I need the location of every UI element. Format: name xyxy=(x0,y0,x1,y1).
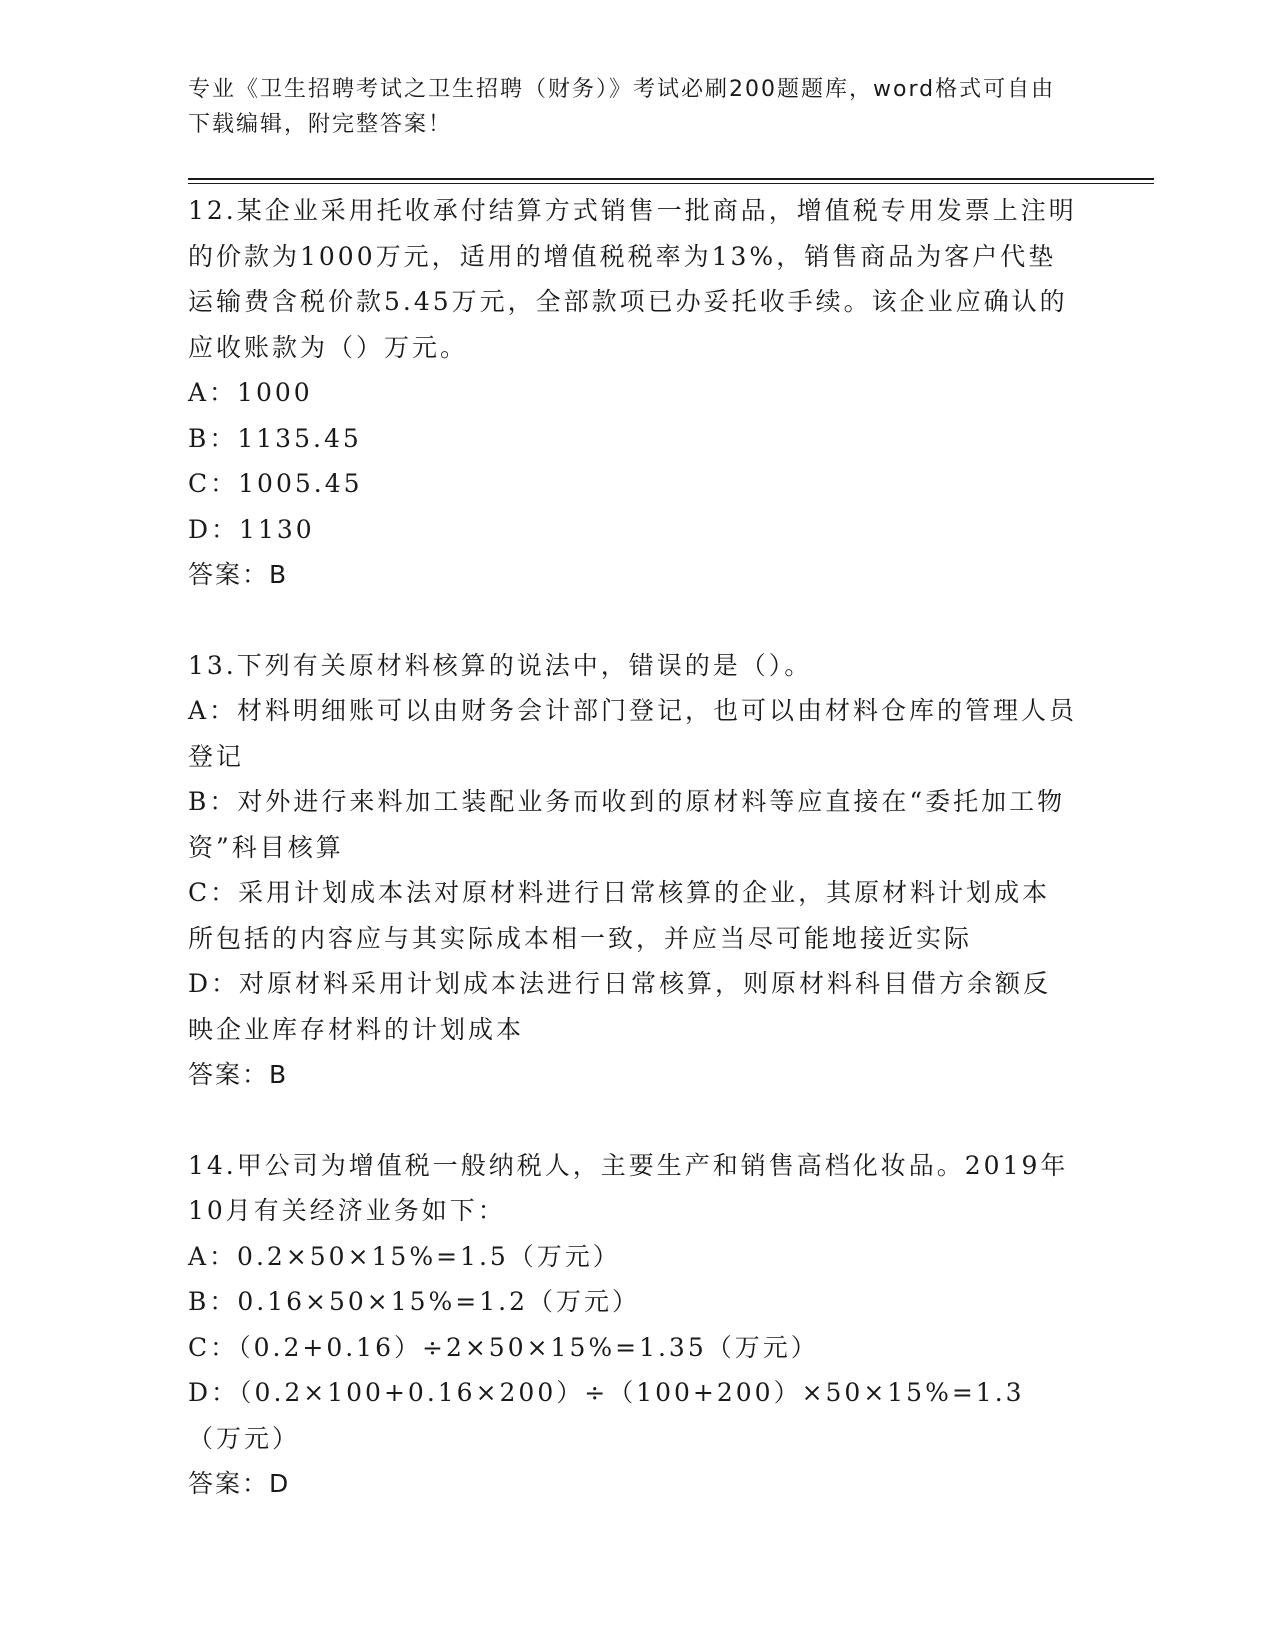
option-c: C：采用计划成本法对原材料进行日常核算的企业，其原材料计划成本所包括的内容应与其实际成本相一致，并应当尽可能地接近实际 xyxy=(188,878,1051,953)
question-stem: 14.甲公司为增值税一般纳税人，主要生产和销售高档化妆品。2019年10月有关经济业务如下： xyxy=(188,1150,1069,1225)
option-d: D：1130 xyxy=(188,514,315,544)
question-12 xyxy=(188,188,1078,598)
question-stem: 13.下列有关原材料核算的说法中，错误的是（）。 xyxy=(188,650,813,680)
option-b: B：0.16×50×15%=1.2（万元） xyxy=(188,1287,641,1316)
header-rule-thick xyxy=(188,178,1154,180)
option-d: D：（0.2×100+0.16×200）÷（100+200）×50×15%=1.3（万元） xyxy=(188,1378,1025,1453)
option-c: C：1005.45 xyxy=(188,469,363,498)
question-spacer xyxy=(188,1098,1078,1143)
option-a: A：1000 xyxy=(188,378,313,407)
option-d: D：对原材料采用计划成本法进行日常核算，则原材料科目借方余额反映企业库存材料的计划成本 xyxy=(188,969,1052,1044)
option-b: B：对外进行来料加工装配业务而收到的原材料等应直接在“委托加工物资”科目核算 xyxy=(188,787,1066,862)
answer-label: 答案：B xyxy=(188,1060,289,1089)
question-stem: 12.某企业采用托收承付结算方式销售一批商品，增值税专用发票上注明的价款为1000万元，适用的增值税税率为13%，销售商品为客户代垫运输费含税价款5.45万元，全部款项已办妥托收手续。该企业应确认的应收账款为（）万元。 xyxy=(188,196,1077,362)
question-13 xyxy=(188,643,1078,1098)
question-spacer xyxy=(188,598,1078,643)
answer-label: 答案：B xyxy=(188,560,289,589)
option-b: B：1135.45 xyxy=(188,423,362,453)
document-header: 专业《卫生招聘考试之卫生招聘（财务）》考试必刷200题题库，word格式可自由下载编辑，附完整答案！ xyxy=(188,77,1056,137)
answer-label: 答案：D xyxy=(188,1469,291,1498)
question-list xyxy=(188,188,1078,1507)
option-a: A：材料明细账可以由财务会计部门登记，也可以由材料仓库的管理人员登记 xyxy=(188,696,1078,771)
option-c: C：（0.2+0.16）÷2×50×15%=1.35（万元） xyxy=(188,1332,819,1362)
header-rule-thin xyxy=(188,183,1154,184)
option-a: A：0.2×50×15%=1.5（万元） xyxy=(188,1241,621,1271)
question-14 xyxy=(188,1143,1078,1507)
